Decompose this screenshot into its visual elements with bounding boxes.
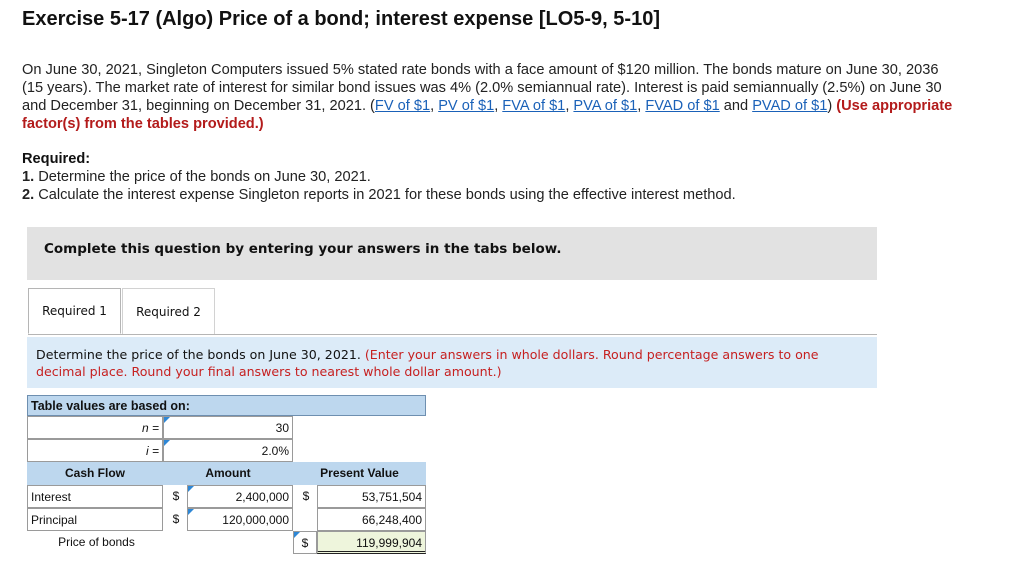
complete-question-text: Complete this question by entering your answers in the tabs below. bbox=[44, 241, 562, 257]
link-fv-of-1[interactable]: FV of $1 bbox=[374, 98, 431, 114]
principal-label: Principal bbox=[27, 508, 163, 531]
i-label: i = bbox=[27, 439, 163, 462]
present-value-header: Present Value bbox=[293, 462, 426, 485]
complete-question-banner bbox=[27, 227, 877, 280]
price-of-bonds-currency: $ bbox=[293, 531, 317, 554]
n-input[interactable]: 30 bbox=[163, 416, 293, 439]
tab-required-1[interactable]: Required 1 bbox=[28, 288, 121, 334]
required-section bbox=[22, 150, 736, 204]
required-item-2: 2. Calculate the interest expense Singleton reports in 2021 for these bonds using the effective interest method. bbox=[22, 187, 736, 203]
worksheet-caption: Table values are based on: bbox=[27, 395, 426, 416]
n-label: n = bbox=[27, 416, 163, 439]
tab-divider bbox=[28, 334, 877, 335]
problem-statement: On June 30, 2021, Singleton Computers issued 5% stated rate bonds with a face amount of $120 million. The bonds mature on June 30, 2036 (15 years). The market rate of interest for similar bond issues was 4% (2.0% semiannual rate). Interest is paid semiannually (2.5%) on June 30 and December 31, beginning on December 31, 2021. (FV of $1, PV of $1, FVA of $1, PVA of $1, FVAD of $1 and PVAD of $1) (Use appropriate factor(s) from the tables provided.) bbox=[22, 62, 953, 132]
principal-pv-currency bbox=[295, 508, 317, 531]
column-header-row bbox=[27, 462, 426, 485]
link-pva-of-1[interactable]: PVA of $1 bbox=[573, 98, 638, 114]
link-fvad-of-1[interactable]: FVAD of $1 bbox=[645, 98, 720, 114]
link-pv-of-1[interactable]: PV of $1 bbox=[438, 98, 495, 114]
required-heading: Required: bbox=[22, 151, 91, 167]
tab-required-2[interactable]: Required 2 bbox=[122, 288, 215, 334]
price-of-bonds-row bbox=[27, 531, 426, 554]
link-fva-of-1[interactable]: FVA of $1 bbox=[502, 98, 566, 114]
principal-row bbox=[27, 508, 426, 531]
instructions-text: Determine the price of the bonds on June 30, 2021. bbox=[36, 347, 365, 362]
interest-row bbox=[27, 485, 426, 508]
link-pvad-of-1[interactable]: PVAD of $1 bbox=[752, 98, 828, 114]
i-row bbox=[27, 439, 426, 462]
instructions-note: (Enter your answers in whole dollars. Round percentage answers to one decimal place. Round your final answers to nearest whole dollar amount.) bbox=[36, 347, 819, 379]
interest-label: Interest bbox=[27, 485, 163, 508]
principal-amount-input[interactable]: 120,000,000 bbox=[187, 508, 293, 531]
price-of-bonds-input[interactable]: 119,999,904 bbox=[317, 531, 426, 554]
cash-flow-header: Cash Flow bbox=[27, 462, 163, 485]
interest-pv-currency: $ bbox=[302, 489, 310, 503]
principal-amount-currency: $ bbox=[172, 512, 180, 526]
n-row bbox=[27, 416, 426, 439]
worksheet-table bbox=[27, 395, 426, 554]
interest-amount-input[interactable]: 2,400,000 bbox=[187, 485, 293, 508]
interest-pv-input[interactable]: 53,751,504 bbox=[317, 485, 426, 508]
principal-pv-input[interactable]: 66,248,400 bbox=[317, 508, 426, 531]
interest-amount-currency: $ bbox=[172, 489, 180, 503]
instructions-box bbox=[27, 337, 877, 388]
problem-instruction: (Use appropriate factor(s) from the tables provided.) bbox=[22, 98, 953, 132]
amount-header: Amount bbox=[163, 462, 293, 485]
i-input[interactable]: 2.0% bbox=[163, 439, 293, 462]
price-of-bonds-label: Price of bonds bbox=[58, 535, 135, 549]
required-item-1: 1. Determine the price of the bonds on June 30, 2021. bbox=[22, 169, 371, 185]
exercise-title: Exercise 5-17 (Algo) Price of a bond; interest expense [LO5-9, 5-10] bbox=[22, 8, 660, 30]
problem-text: On June 30, 2021, Singleton Computers issued 5% stated rate bonds with a face amount of $120 million. The bonds mature on June 30, 2036 (15 years). The market rate of interest for similar bond issues was 4% (2.0% semiannual rate). Interest is paid semiannually (2.5%) on June 30 and December 31, beginning on December 31, 2021. ( bbox=[22, 62, 942, 114]
